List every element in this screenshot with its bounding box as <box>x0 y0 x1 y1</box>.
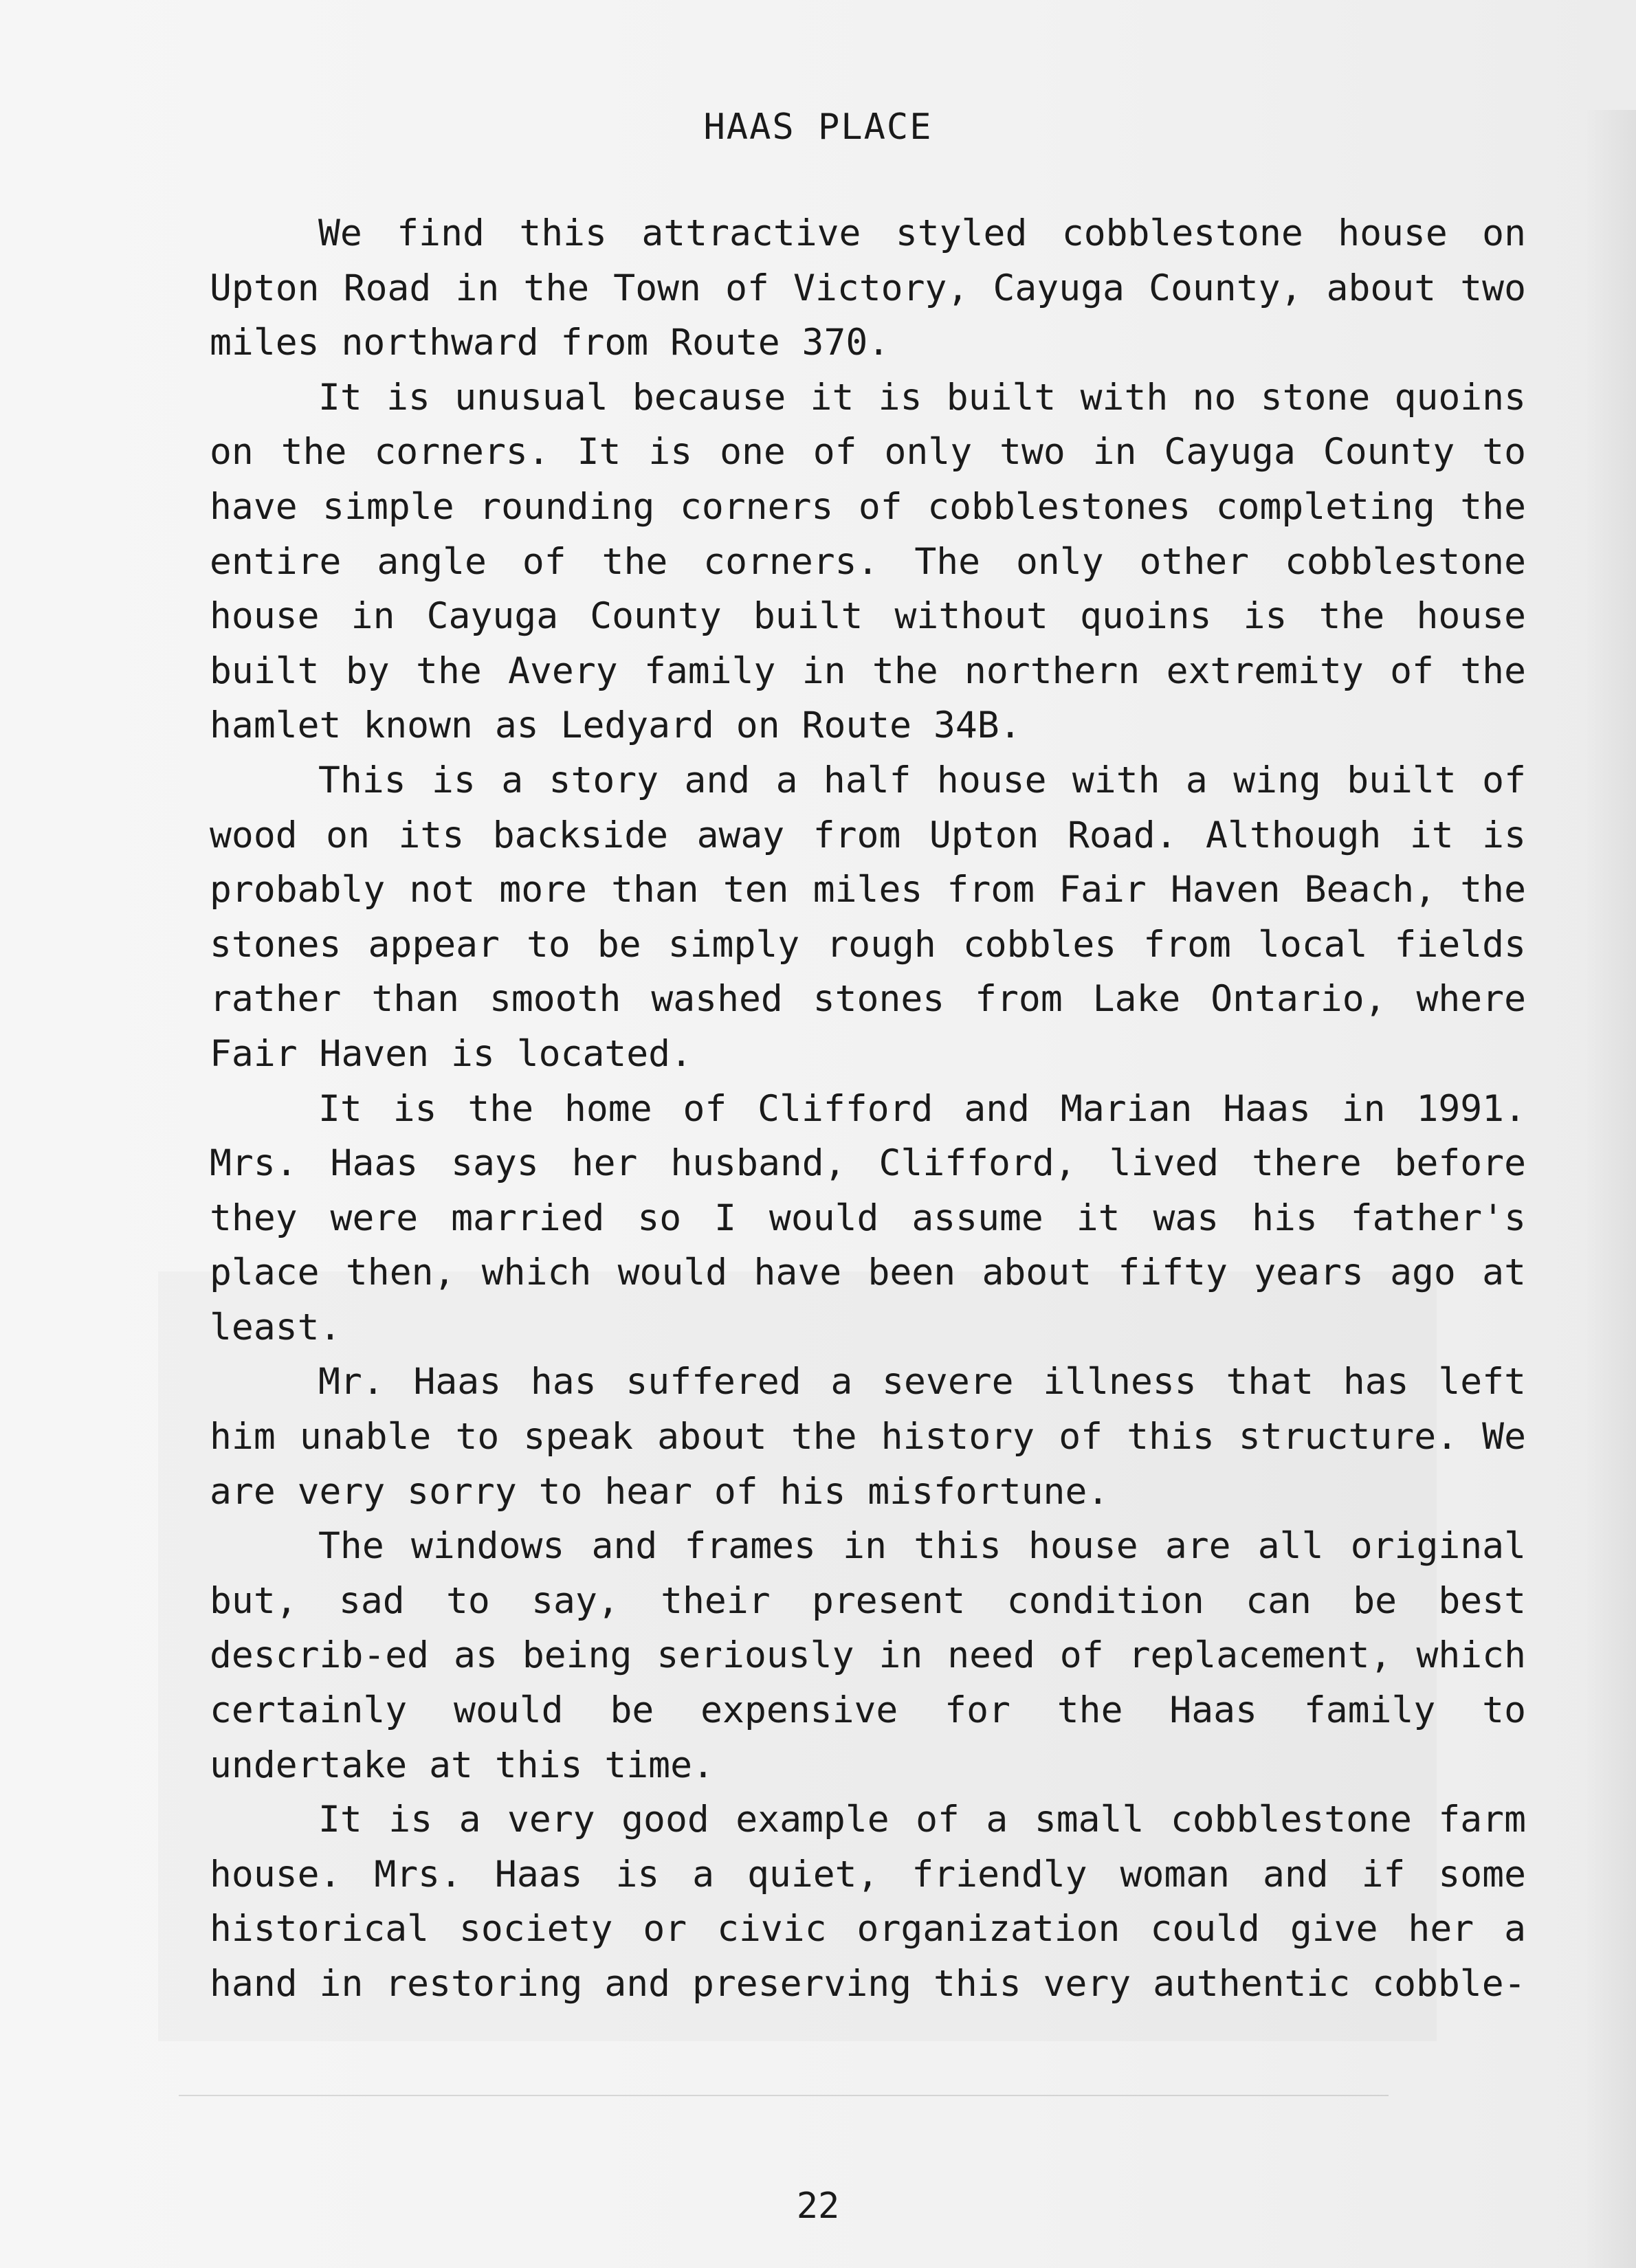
bleed-through-rule <box>179 2095 1389 2096</box>
page-number: 22 <box>796 2186 840 2227</box>
paragraph-3: This is a story and a half house with a wing built of wood on its backside away from Upton Road. Although it is probably not more than ten miles from Fair Haven Beach, the stones appear to be simply rough cobbles from local fields rather than smooth washed stones from Lake Ontario, where Fair Haven is located. <box>210 759 1526 1075</box>
paragraph-6: The windows and frames in this house are all original but, sad to say, their present condition can be best describ-ed as being seriously in need of replacement, which certainly would be expensive for the Haas family to undertake at this time. <box>210 1525 1526 1786</box>
body-text <box>210 206 1526 2012</box>
paragraph-2: It is unusual because it is built with no stone quoins on the corners. It is one of only two in Cayuga County to have simple rounding corners of cobblestones completing the entire angle of the corners. The only other cobblestone house in Cayuga County built without quoins is the house built by the Avery family in the northern extremity of the hamlet known as Ledyard on Route 34B. <box>210 376 1526 747</box>
paragraph-1: We find this attractive styled cobblestone house on Upton Road in the Town of Victory, Cayuga County, about two miles northward from Route 370. <box>210 212 1526 364</box>
page-title: HAAS PLACE <box>703 107 933 148</box>
paragraph-7: It is a very good example of a small cobblestone farm house. Mrs. Haas is a quiet, friendly woman and if some historical society or civic organization could give her a hand in restoring and preserving this very authentic cobble- <box>210 1799 1526 2005</box>
scan-edge-shadow <box>1581 110 1636 2268</box>
paragraph-4: It is the home of Clifford and Marian Haas in 1991. Mrs. Haas says her husband, Clifford, lived there before they were married so I would assume it was his father's place then, which would have been about fifty years ago at least. <box>210 1087 1526 1348</box>
paragraph-5: Mr. Haas has suffered a severe illness that has left him unable to speak about the history of this structure. We are very sorry to hear of his misfortune. <box>210 1361 1526 1513</box>
